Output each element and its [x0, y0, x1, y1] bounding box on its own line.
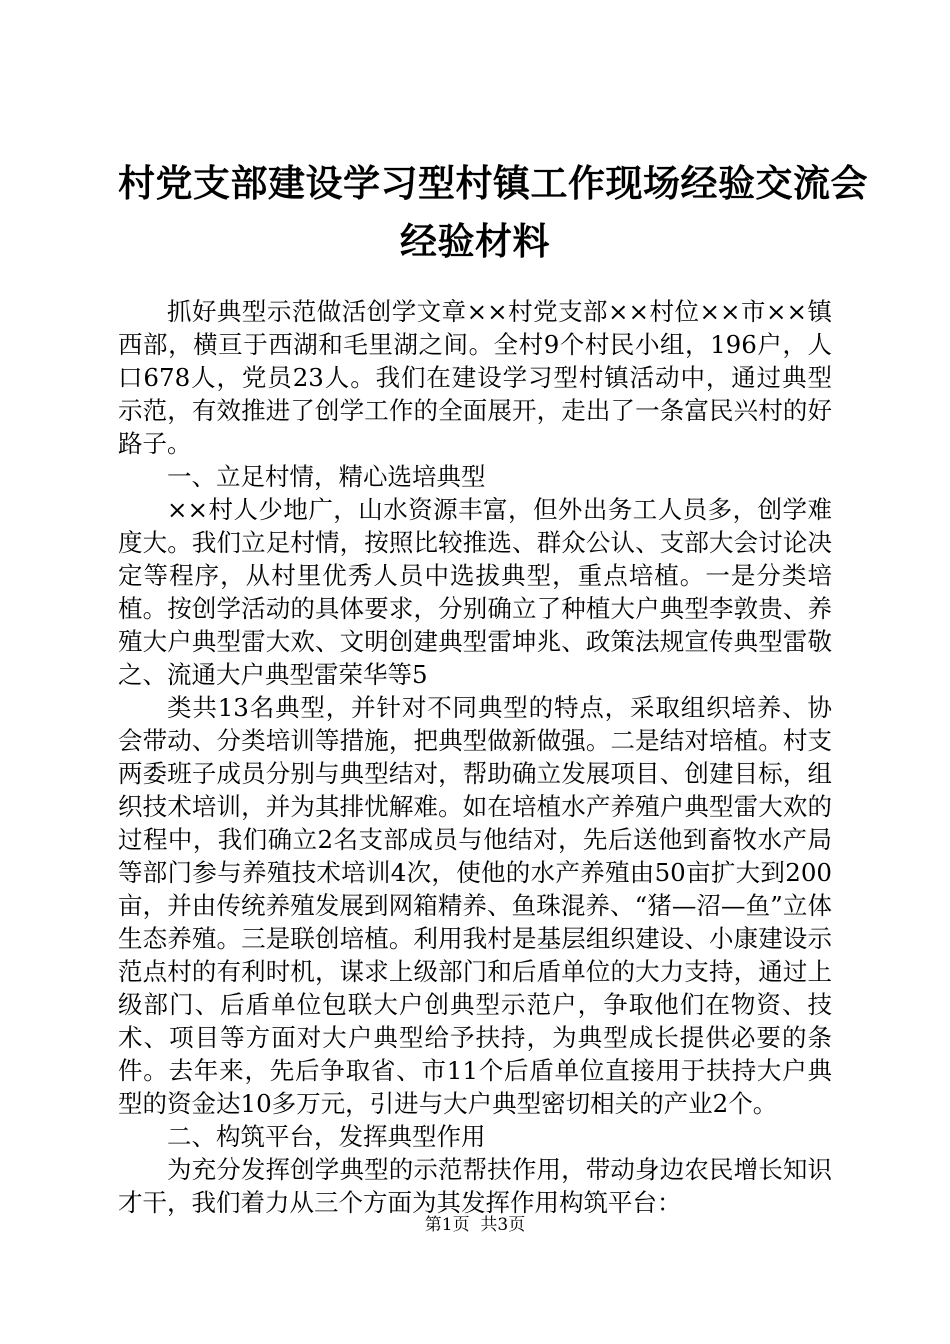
intro-paragraph: 抓好典型示范做活创学文章××村党支部××村位××市××镇西部，横亘于西湖和毛里湖之间。全村9个村民小组，196户，人口678人，党员23人。我们在建设学习型村镇活动中，通过典型示范，有效推进了创学工作的全面展开，走出了一条富民兴村的好路子。: [118, 297, 832, 458]
page-number-footer: 第1页 共3页: [424, 1215, 526, 1235]
section-heading-1: 一、立足村情，精心选培典型: [167, 462, 486, 491]
document-title-line-2: 经验材料: [400, 220, 550, 263]
document-title-line-1: 村党支部建设学习型村镇工作现场经验交流会: [118, 162, 868, 205]
body-paragraph: 为充分发挥创学典型的示范帮扶作用，带动身边农民增长知识才干，我们着力从三个方面为其发挥作用构筑平台：: [118, 1155, 832, 1217]
section-heading-2: 二、构筑平台，发挥典型作用: [167, 1122, 486, 1151]
body-paragraph: 类共13名典型，并针对不同典型的特点，采取组织培养、协会带动、分类培训等措施，把典型做新做强。二是结对培植。村支两委班子成员分别与典型结对，帮助确立发展项目、创建目标，组织技术培训，并为其排忧解难。如在培植水产养殖户典型雷大欢的过程中，我们确立2名支部成员与他结对，先后送他到畜牧水产局等部门参与养殖技术培训4次，使他的水产养殖由50亩扩大到200亩，并由传统养殖发展到网箱精养、鱼珠混养、“猪—沼—鱼”立体生态养殖。三是联创培植。利用我村是基层组织建设、小康建设示范点村的有利时机，谋求上级部门和后盾单位的大力支持，通过上级部门、后盾单位包联大户创典型示范户，争取他们在物资、技术、项目等方面对大户典型给予扶持，为典型成长提供必要的条件。去年来，先后争取省、市11个后盾单位直接用于扶持大户典型的资金达10多万元，引进与大户典型密切相关的产业2个。: [118, 693, 832, 1118]
document-body: [118, 295, 832, 1219]
body-paragraph: ××村人少地广，山水资源丰富，但外出务工人员多，创学难度大。我们立足村情，按照比较推选、群众公认、支部大会讨论决定等程序，从村里优秀人员中选拔典型，重点培植。一是分类培植。按创学活动的具体要求，分别确立了种植大户典型李敦贵、养殖大户典型雷大欢、文明创建典型雷坤兆、政策法规宣传典型雷敬之、流通大户典型雷荣华等5: [118, 495, 832, 689]
